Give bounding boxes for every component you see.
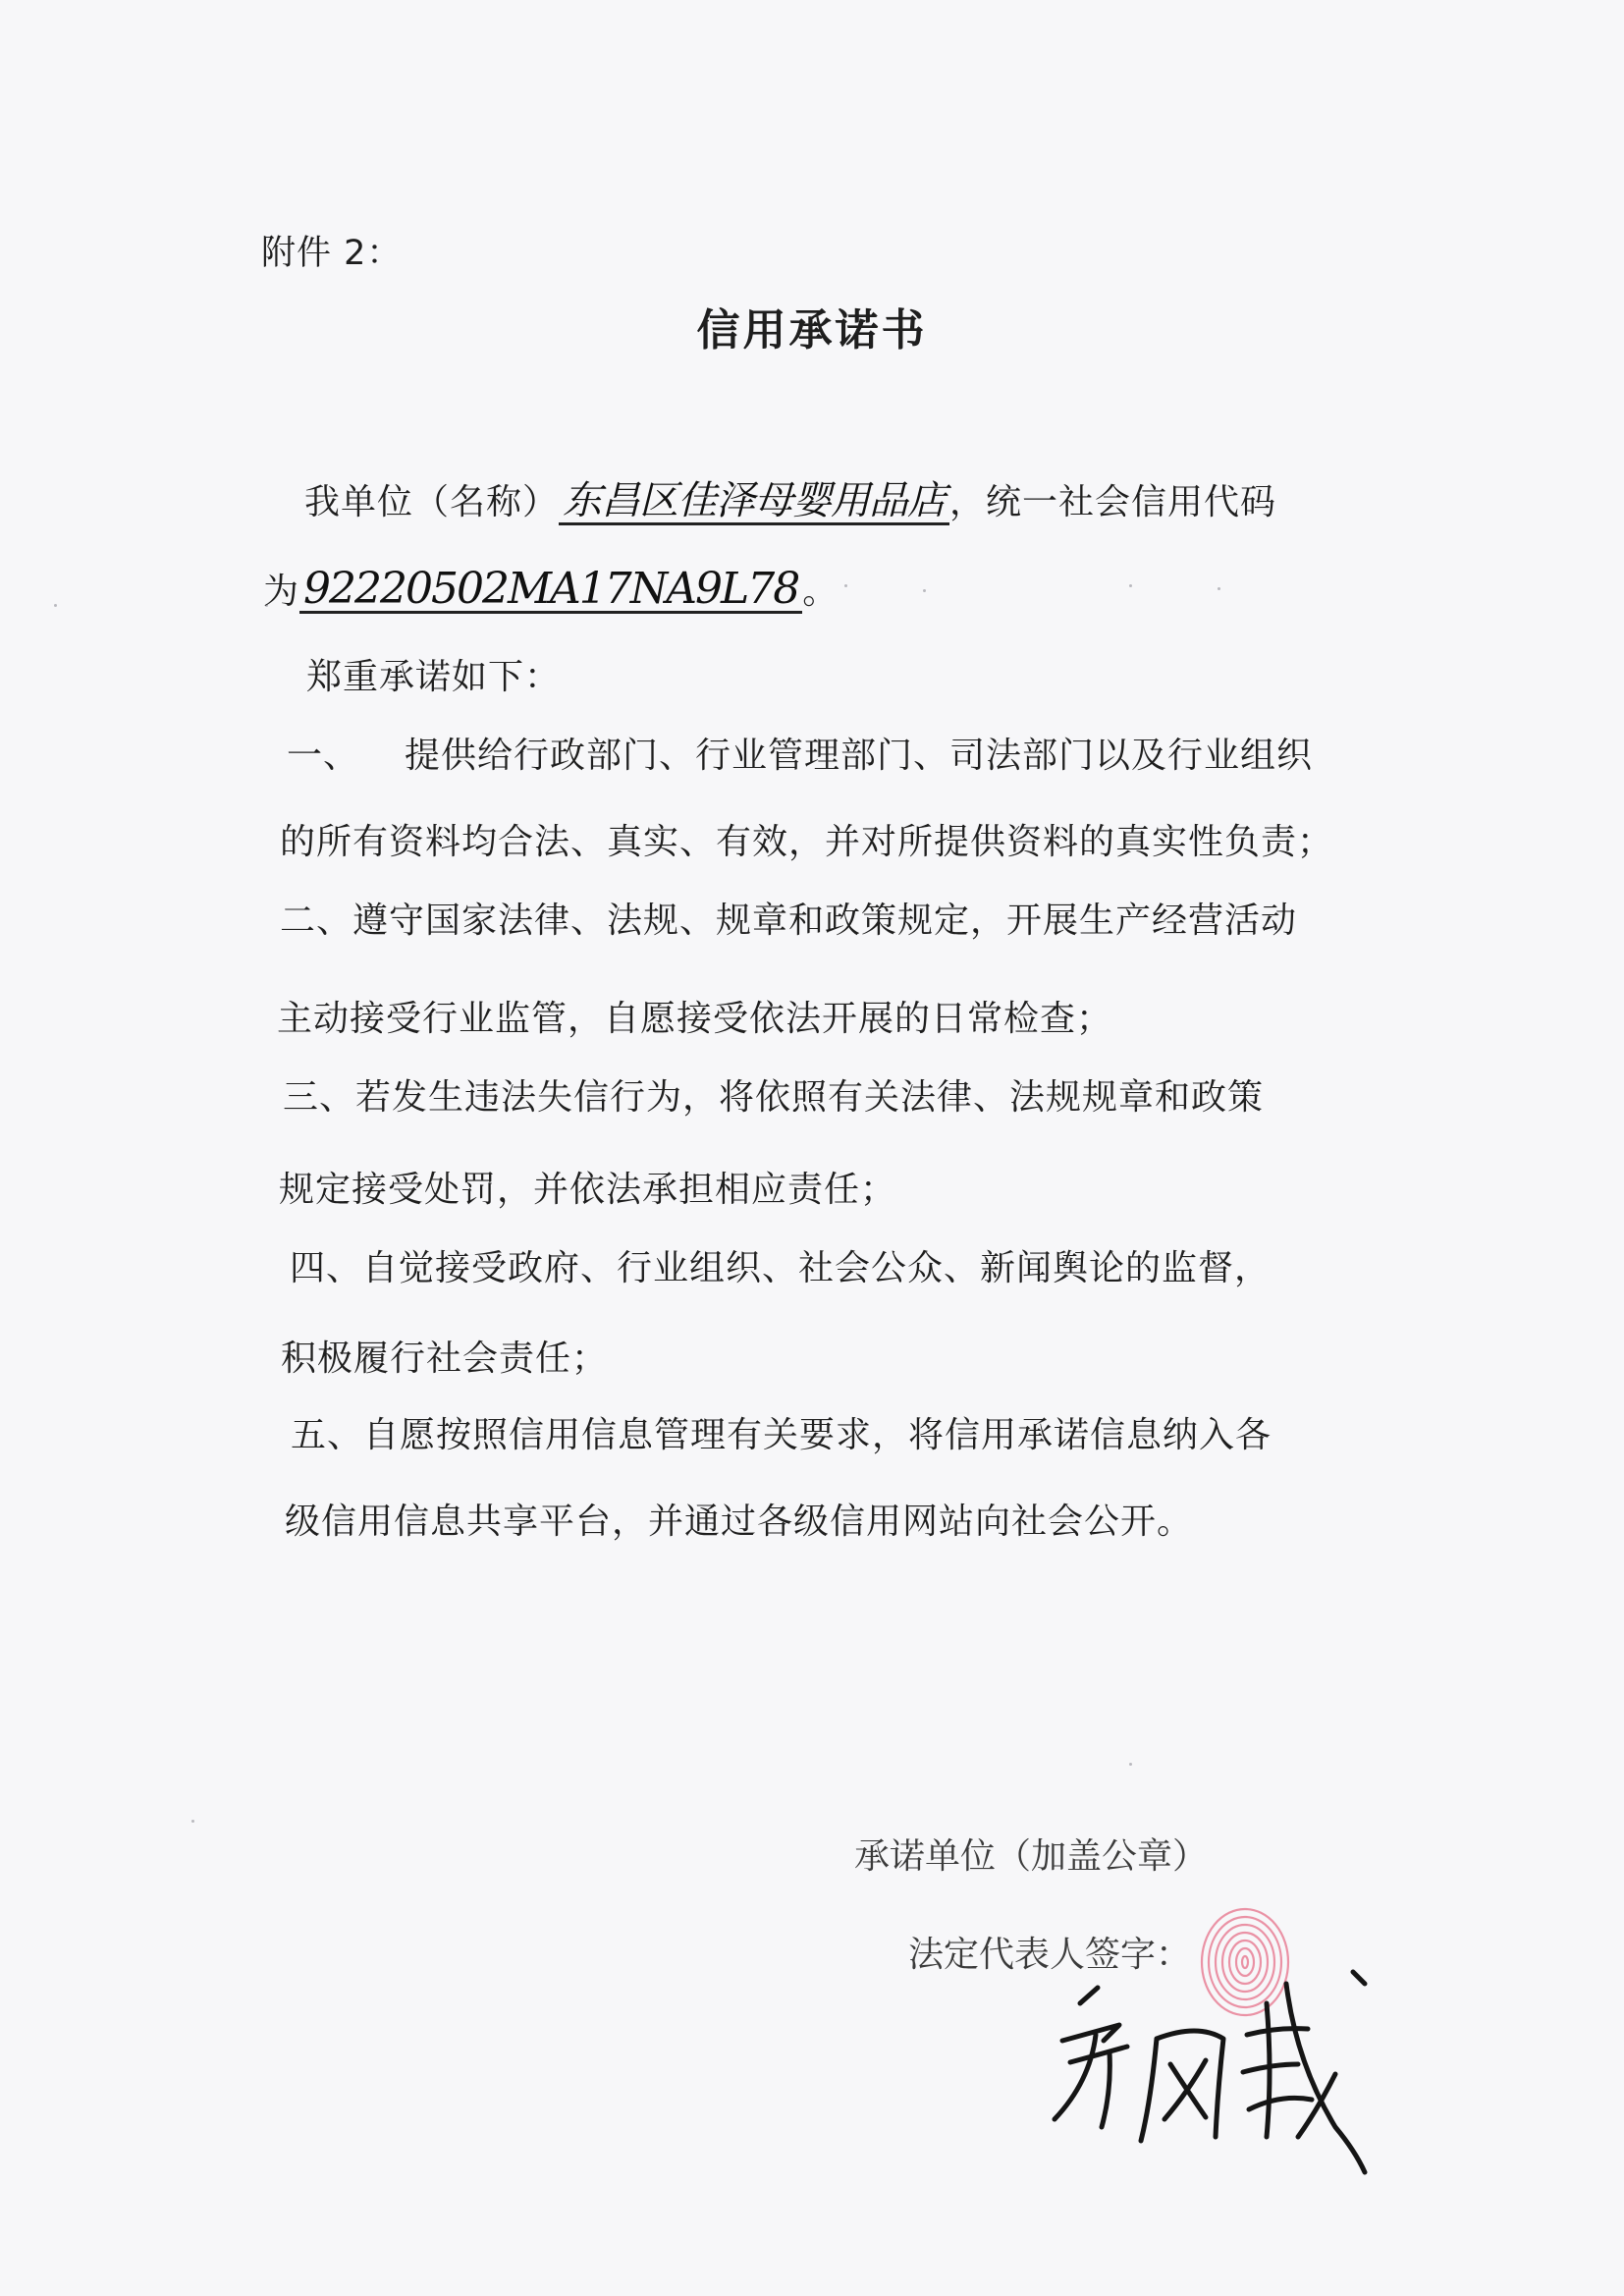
pledge-intro: 郑重承诺如下： <box>306 657 562 697</box>
scan-speck <box>1129 1763 1132 1766</box>
pledge-item-5-line-1 <box>291 1414 1272 1457</box>
item-number: 三、 <box>283 1077 356 1118</box>
intro-prefix: 我单位（名称） <box>304 482 560 522</box>
pledge-item-5-line-2: 级信用信息共享平台，并通过各级信用网站向社会公开。 <box>285 1502 1194 1542</box>
page-title: 信用承诺书 <box>696 305 928 355</box>
item-text: 自愿按照信用信息管理有关要求，将信用承诺信息纳入各 <box>363 1415 1272 1455</box>
intro-suffix: ，统一社会信用代码 <box>949 482 1277 522</box>
pledge-item-4-line-1 <box>290 1247 1271 1290</box>
item-text: 若发生违法失信行为，将依照有关法律、法规规章和政策 <box>355 1077 1265 1118</box>
scan-speck <box>923 589 926 592</box>
item-number: 二、 <box>280 901 353 941</box>
unit-seal-label: 承诺单位（加盖公章） <box>854 1836 1209 1877</box>
item-text: 自觉接受政府、行业组织、社会公众、新闻舆论的监督， <box>362 1248 1272 1288</box>
scan-speck <box>191 1820 194 1823</box>
legal-rep-label: 法定代表人签字： <box>908 1935 1192 1975</box>
item-number: 四、 <box>290 1248 363 1288</box>
unit-name-handwritten: 东昌区佳泽母婴用品店 <box>559 479 949 525</box>
item-text: 遵守国家法律、法规、规章和政策规定，开展生产经营活动 <box>352 901 1298 941</box>
legal-rep-signature <box>1041 1944 1414 2180</box>
item-number: 一、 <box>287 736 360 776</box>
pledge-item-2-line-1 <box>280 900 1297 943</box>
scan-speck <box>844 584 847 587</box>
pledge-item-1-line-1 <box>287 735 1313 778</box>
intro-line-1 <box>304 479 1276 525</box>
pledge-item-3-line-2: 规定接受处罚，并依法承担相应责任； <box>279 1170 897 1210</box>
code-prefix: 为 <box>263 572 300 612</box>
code-suffix: 。 <box>802 572 839 612</box>
pledge-item-4-line-2: 积极履行社会责任； <box>281 1339 609 1379</box>
item-text: 提供给行政部门、行业管理部门、司法部门以及行业组织 <box>405 736 1314 776</box>
pledge-item-3-line-1 <box>283 1076 1264 1120</box>
pledge-item-1-line-2: 的所有资料均合法、真实、有效，并对所提供资料的真实性负责； <box>280 822 1334 862</box>
pledge-item-2-line-2: 主动接受行业监管，自愿接受依法开展的日常检查； <box>277 999 1113 1039</box>
credit-code-handwritten: 92220502MA17NA9L78 <box>299 568 802 614</box>
item-number: 五、 <box>291 1415 364 1455</box>
scan-speck <box>54 604 57 607</box>
scan-speck <box>1129 584 1132 587</box>
intro-line-2 <box>263 564 839 614</box>
scan-speck <box>1218 587 1220 590</box>
attachment-label: 附件 2： <box>261 234 403 273</box>
